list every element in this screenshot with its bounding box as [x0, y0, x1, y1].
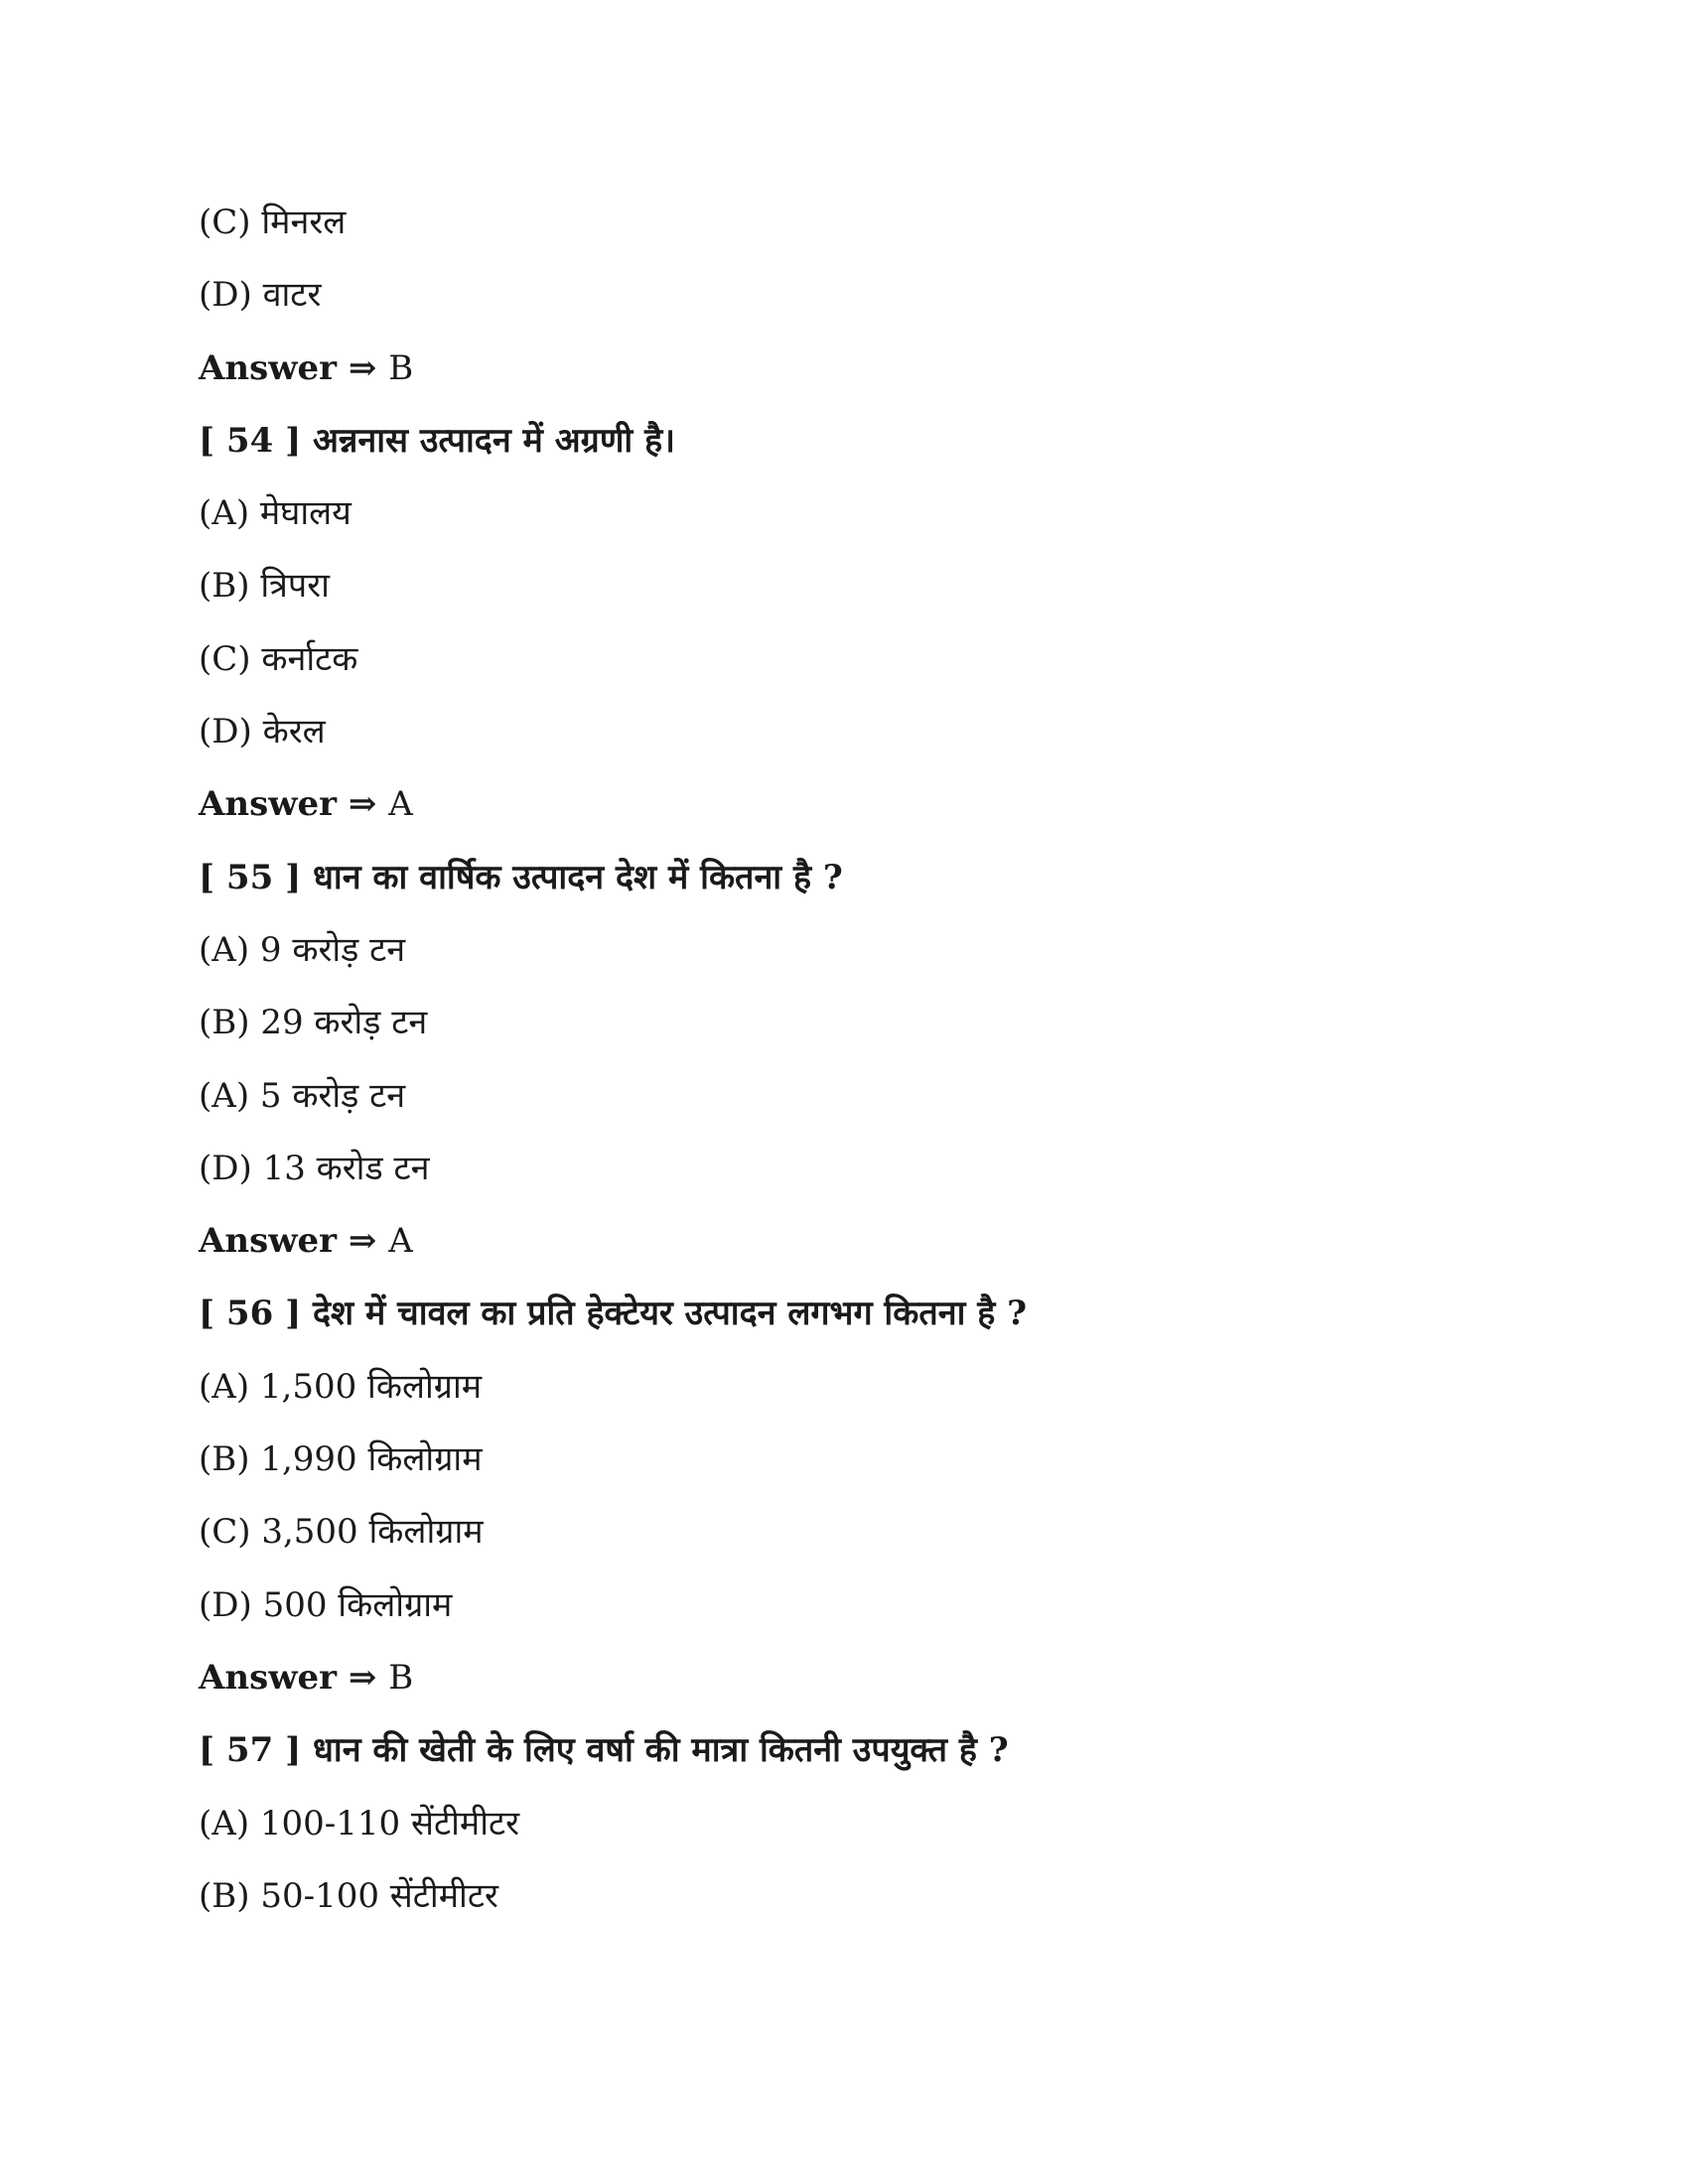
option-line: (C) कर्नाटक: [199, 638, 358, 679]
option-line: (D) वाटर: [199, 275, 322, 316]
answer-arrow: ⇒: [348, 347, 377, 388]
answer-line: [199, 341, 1489, 413]
option-line: (D) 500 किलोग्राम: [199, 1584, 453, 1625]
answer-arrow: ⇒: [348, 1221, 377, 1262]
question-56: [ 56 ] देश में चावल का प्रति हेक्टेयर उत्पादन लगभग कितना है ?: [199, 1294, 1028, 1334]
option-line: (A) 5 करोड़ टन: [199, 1075, 406, 1116]
option-line: (D) 13 करोड टन: [199, 1148, 430, 1188]
option-line: (B) त्रिपरा: [199, 566, 330, 607]
answer-value: B: [388, 1657, 414, 1698]
document-page: [199, 195, 1489, 1941]
option-line: (A) मेघालय: [199, 493, 352, 534]
option-line: (D) केरल: [199, 712, 326, 752]
answer-value: B: [388, 347, 414, 388]
answer-arrow: ⇒: [348, 784, 377, 825]
answer-value: A: [388, 1221, 413, 1262]
option-line: (C) 3,500 किलोग्राम: [199, 1512, 484, 1553]
answer-value: A: [388, 784, 413, 825]
option-line: (A) 1,500 किलोग्राम: [199, 1366, 483, 1407]
question-55: [ 55 ] धान का वार्षिक उत्पादन देश में कितना है ?: [199, 857, 843, 897]
answer-label: Answer: [199, 1221, 338, 1262]
option-line: (A) 9 करोड़ टन: [199, 929, 406, 970]
option-line: (B) 29 करोड़ टन: [199, 1003, 428, 1043]
answer-label: Answer: [199, 1657, 338, 1698]
option-line: (B) 50-100 सेंटीमीटर: [199, 1875, 498, 1916]
answer-label: Answer: [199, 784, 338, 825]
answer-label: Answer: [199, 347, 338, 388]
option-line: (C) मिनरल: [199, 203, 347, 242]
question-54: [ 54 ] अन्ननास उत्पादन में अग्रणी है।: [199, 420, 676, 461]
option-line: (B) 1,990 किलोग्राम: [199, 1439, 483, 1480]
answer-line: [199, 1650, 1489, 1722]
answer-line: [199, 776, 1489, 849]
answer-arrow: ⇒: [348, 1657, 377, 1698]
option-line: (A) 100-110 सेंटीमीटर: [199, 1803, 520, 1843]
answer-line: [199, 1213, 1489, 1286]
question-57: [ 57 ] धान की खेती के लिए वर्षा की मात्रा कितनी उपयुक्त है ?: [199, 1730, 1009, 1771]
